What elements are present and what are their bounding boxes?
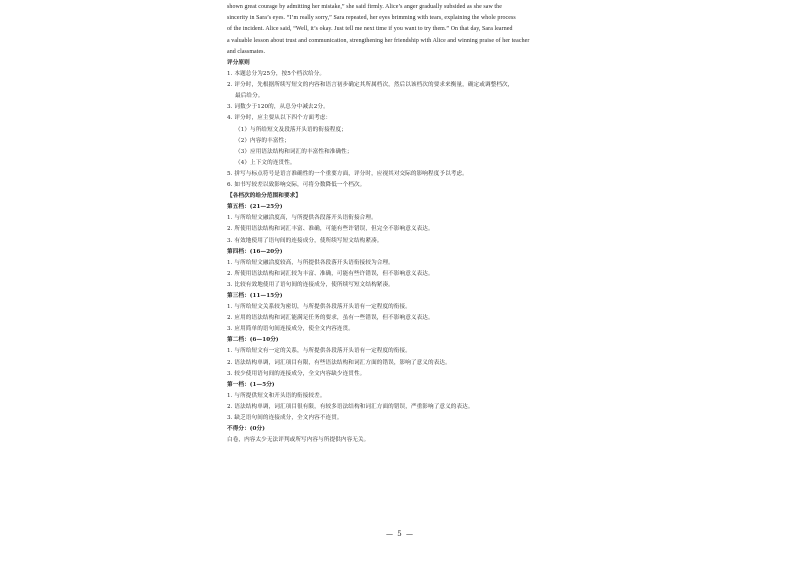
band-section <box>227 291 599 335</box>
band-item: 3. 缺乏语句间的连接成分，全文内容不连贯。 <box>227 415 343 422</box>
band-item: 2. 所使用语法结构和词汇较为丰富、准确，可能有些许错误，但不影响意义表达。 <box>227 270 434 277</box>
band-section <box>227 424 599 446</box>
essay-line: and classmates. <box>227 48 266 55</box>
band-title: 第一档：(1—5分) <box>227 381 275 388</box>
page-content <box>227 2 599 446</box>
band-item: 2. 语法结构单调，词汇项目很有限，有较多语法结构和词汇方面的错误，严重影响了意义的表达。 <box>227 403 474 410</box>
rule-item: 3. 词数少于120的，从总分中减去2分。 <box>227 104 329 111</box>
band-item: 1. 与所给短文融洽度高，与所提供各段落开头语衔接合理。 <box>227 215 377 222</box>
band-item: 2. 所使用语法结构和词汇丰富、准确，可能有些许错误，但完全不影响意义表达。 <box>227 226 434 233</box>
band-section <box>227 247 599 291</box>
essay-line: a valuable lesson about trust and communication, strengthening her friendship with Alice and winning praise of her teacher <box>227 37 530 44</box>
band-item: 1. 与所给短文关系较为密切，与所提供各段落开头语有一定程度的衔接。 <box>227 304 411 311</box>
rule-item: 4. 评分时，应主要从以下四个方面考虑： <box>227 115 332 122</box>
rule-item: （4）上下文的连贯性。 <box>235 159 296 166</box>
band-item: 3. 有效地使用了语句间的连接成分，使所续写短文结构紧凑。 <box>227 237 383 244</box>
band-item: 3. 较少使用语句间的连接成分，全文内容缺少连贯性。 <box>227 370 366 377</box>
rule-item: 6. 如书写较差以致影响交际，可将分数降低一个档次。 <box>227 182 366 189</box>
band-item: 1. 与所提供短文和开头语的衔接较差。 <box>227 392 326 399</box>
band-title: 第五档：(21—25分) <box>227 204 283 211</box>
essay-line: sincerity in Sara’s eyes. “I’m really sorry,” Sara repeated, her eyes brimming with tears, explaining the whole process <box>227 15 516 22</box>
band-title: 第四档：(16—20分) <box>227 248 283 255</box>
band-title: 第三档：(11—15分) <box>227 292 283 299</box>
rules-heading: 评分原则 <box>227 60 250 67</box>
rule-item: 1. 本题总分为25分，按5个档次给分。 <box>227 71 326 78</box>
rules-list <box>227 69 599 191</box>
band-item: 1. 与所给短文融洽度较高，与所提供各段落开头语衔接较为合理。 <box>227 259 394 266</box>
rule-item: 最后给分。 <box>235 93 264 100</box>
essay-excerpt <box>227 2 599 58</box>
band-section <box>227 380 599 424</box>
band-section <box>227 335 599 379</box>
band-item: 2. 应用的语法结构和词汇能满足任务的要求，虽有一些错误，但不影响意义表达。 <box>227 315 434 322</box>
band-item: 3. 应用简单的语句间连接成分，使全文内容连贯。 <box>227 326 354 333</box>
rule-item: 2. 评分时，先根据所续写短文的内容和语言初步确定其所属档次，然后以该档次的要求来衡量，确定或调整档次， <box>227 82 514 89</box>
rule-item: 5. 拼写与标点符号是语言准确性的一个重要方面，评分时，应视其对交际的影响程度予以考虑。 <box>227 170 468 177</box>
band-title: 不得分：(0分) <box>227 426 265 433</box>
band-section <box>227 202 599 246</box>
band-item: 3. 比较有效地使用了语句间的连接成分，使所续写短文结构紧凑。 <box>227 281 394 288</box>
rule-item: （3）应用语法结构和词汇的丰富性和准确性； <box>235 148 353 155</box>
band-item: 白卷，内容太少无法评判或所写内容与所提供内容无关。 <box>227 437 370 444</box>
rule-item: （2）内容的丰富性； <box>235 137 290 144</box>
bands-heading: 【各档次的给分范围和要求】 <box>227 193 302 200</box>
essay-line: of the incident. Alice said, “Well, it’s okay. Just tell me next time if you want to try them.” On that day, Sara learned <box>227 26 513 33</box>
band-item: 2. 语法结构单调，词汇项目有限，有些语法结构和词汇方面的错误，影响了意义的表达。 <box>227 359 451 366</box>
page-number: — 5 — <box>386 530 414 538</box>
band-title: 第二档：(6—10分) <box>227 337 279 344</box>
band-item: 1. 与所给短文有一定的关系，与所提供各段落开头语有一定程度的衔接。 <box>227 348 411 355</box>
essay-line: shown great courage by admitting her mistake,” she said firmly. Alice’s anger gradually subsided as she saw the <box>227 4 502 10</box>
rule-item: （1）与所给短文及段落开头语的衔接程度； <box>235 126 347 133</box>
